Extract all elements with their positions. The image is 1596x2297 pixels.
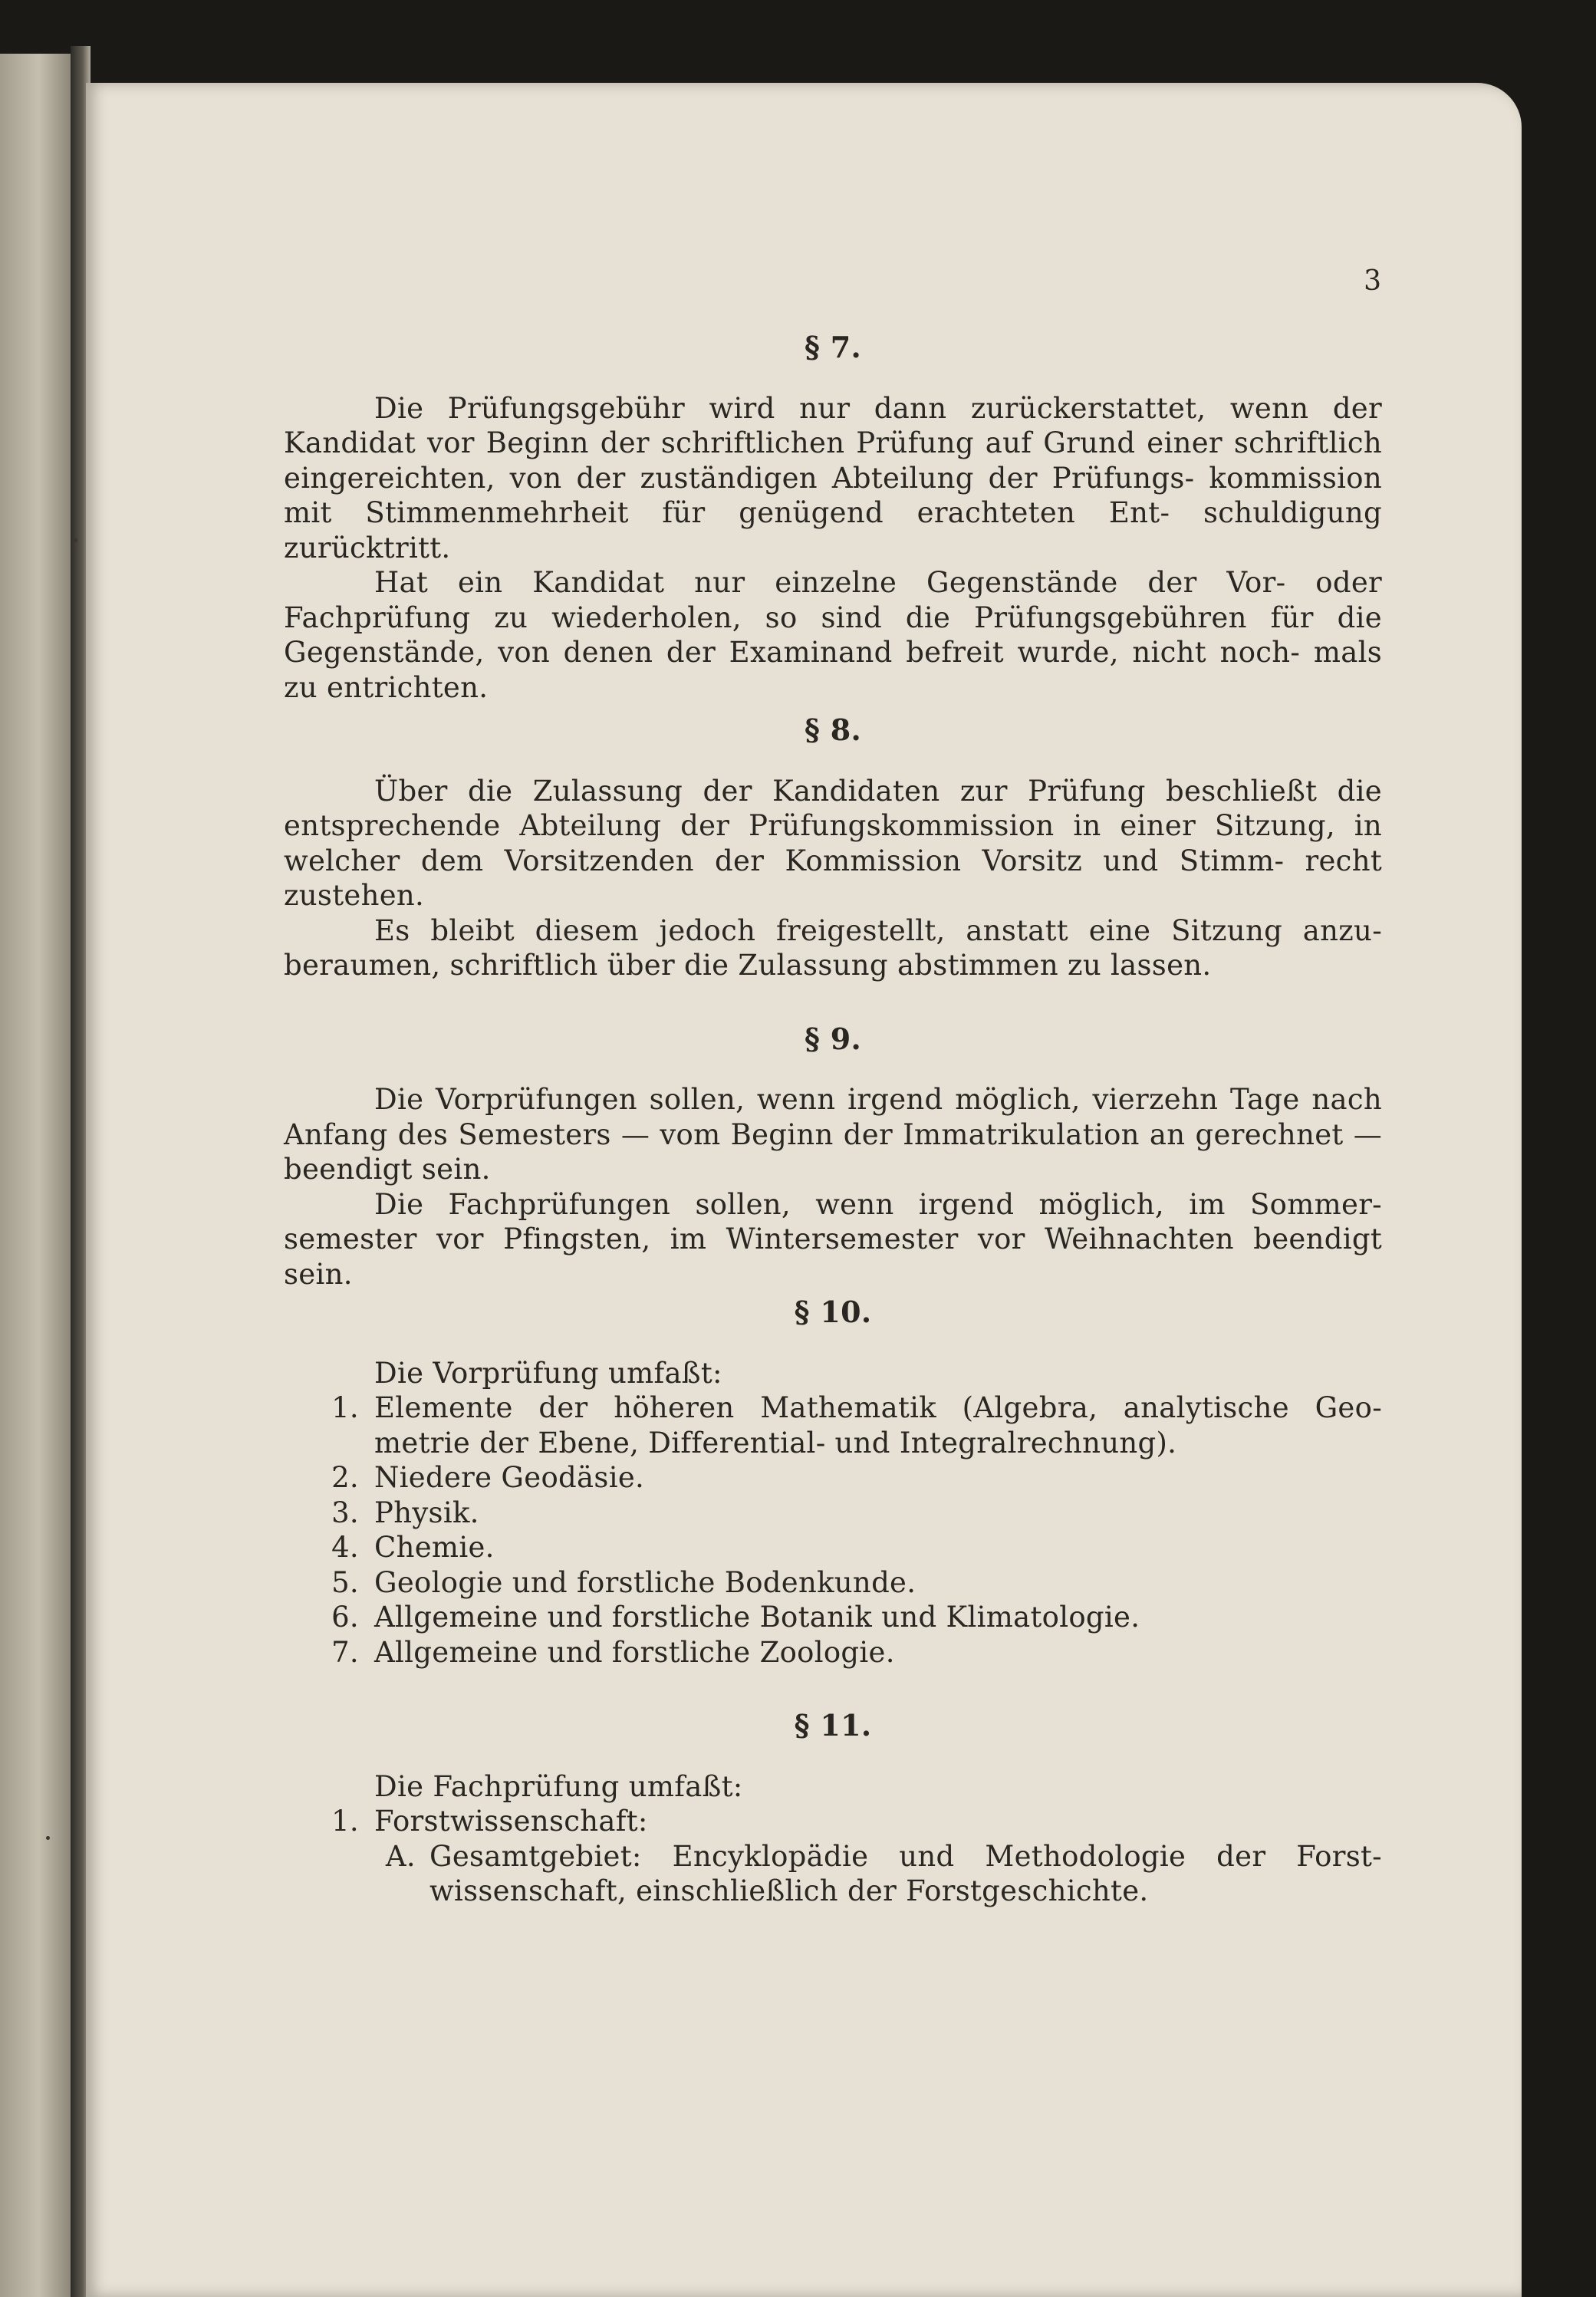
- list-number: 3.: [331, 1496, 359, 1529]
- section-heading-11: § 11.: [794, 1708, 872, 1742]
- list-item: [284, 1530, 1382, 1565]
- margin-mark: [74, 538, 77, 542]
- section-heading-9: § 9.: [805, 1021, 861, 1056]
- section-heading-10: § 10.: [794, 1295, 872, 1329]
- page-content: [284, 330, 1382, 1909]
- paragraph: Hat ein Kandidat nur einzelne Gegenstände der Vor- oder Fachprüfung zu wiederholen, so sind die Prüfungsgebühren für die Gegenstände, von denen der Examinand befreit wurde, nicht noch- mals zu entrichten.: [284, 566, 1382, 704]
- list-number: 1.: [331, 1805, 359, 1838]
- list-number: 6.: [331, 1601, 359, 1634]
- list-number: 1.: [331, 1391, 359, 1424]
- margin-mark: [46, 1836, 50, 1840]
- list-text: Niedere Geodäsie.: [374, 1461, 645, 1494]
- list-number: 5.: [331, 1565, 359, 1599]
- exam-subject-sublist: [284, 1839, 1382, 1909]
- list-text: Chemie.: [374, 1531, 495, 1564]
- section-heading-8: § 8.: [805, 712, 861, 747]
- list-text: Allgemeine und forstliche Zoologie.: [374, 1635, 895, 1669]
- list-item: [284, 1600, 1382, 1635]
- exam-subject-list: [284, 1390, 1382, 1670]
- list-intro: Die Vorprüfung umfaßt:: [374, 1356, 722, 1390]
- sublist-item: [284, 1839, 1382, 1909]
- list-item: [284, 1496, 1382, 1531]
- exam-subject-list: [284, 1804, 1382, 1839]
- list-number: 7.: [331, 1635, 359, 1669]
- list-number: 2.: [331, 1461, 359, 1494]
- list-item: [284, 1804, 1382, 1839]
- list-item: [284, 1460, 1382, 1496]
- paragraph: Über die Zulassung der Kandidaten zur Prüfung beschließt die entsprechende Abteilung der Prüfungskommission in einer Sitzung, in welcher dem Vorsitzenden der Kommission Vorsitz und Stimm- recht zustehen.: [284, 774, 1382, 912]
- book-page: [86, 83, 1522, 2297]
- sublist-letter: A.: [385, 1839, 416, 1873]
- section-heading-7: § 7.: [805, 330, 861, 364]
- list-item: [284, 1565, 1382, 1601]
- left-page-edge: [0, 54, 71, 2297]
- page-number: 3: [1364, 265, 1381, 297]
- list-text: Forstwissenschaft:: [374, 1805, 648, 1838]
- sublist-text: Gesamtgebiet: Encyklopädie und Methodologie der Forst- wissenschaft, einschließlich der Forstgeschichte.: [429, 1839, 1382, 1907]
- list-number: 4.: [331, 1531, 359, 1564]
- list-item: [284, 1390, 1382, 1460]
- list-intro: Die Fachprüfung umfaßt:: [374, 1769, 743, 1803]
- paragraph: Die Vorprüfungen sollen, wenn irgend möglich, vierzehn Tage nach Anfang des Semesters — vom Beginn der Immatrikulation an gerechnet — beendigt sein.: [284, 1083, 1382, 1186]
- list-text: Elemente der höheren Mathematik (Algebra, analytische Geo- metrie der Ebene, Differential- und Integralrechnung).: [374, 1391, 1382, 1459]
- paragraph: Die Prüfungsgebühr wird nur dann zurückerstattet, wenn der Kandidat vor Beginn der schriftlichen Prüfung auf Grund einer schriftlich eingereichten, von der zuständigen Abteilung der Prüfungs- kommission mit Stimmenmehrheit für genügend erachteten Ent- schuldigung zurücktritt.: [284, 391, 1382, 564]
- list-text: Geologie und forstliche Bodenkunde.: [374, 1565, 916, 1599]
- paragraph: Es bleibt diesem jedoch freigestellt, anstatt eine Sitzung anzu- beraumen, schriftlich über die Zulassung abstimmen zu lassen.: [284, 913, 1382, 982]
- list-item: [284, 1635, 1382, 1670]
- list-text: Allgemeine und forstliche Botanik und Klimatologie.: [374, 1601, 1140, 1634]
- list-text: Physik.: [374, 1496, 479, 1529]
- paragraph: Die Fachprüfungen sollen, wenn irgend möglich, im Sommer- semester vor Pfingsten, im Wintersemester vor Weihnachten beendigt sein.: [284, 1187, 1382, 1291]
